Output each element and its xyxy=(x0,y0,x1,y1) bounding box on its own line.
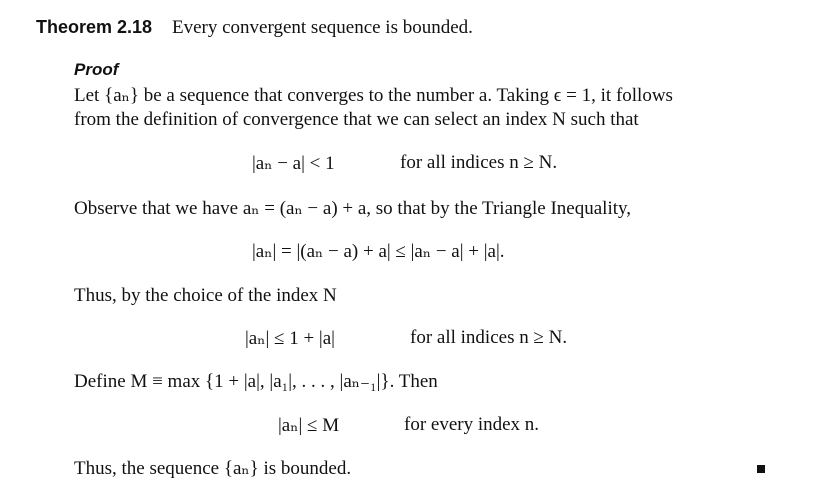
theorem-statement: Every convergent sequence is bounded. xyxy=(172,17,473,38)
proof-para1-line2: from the definition of convergence that we can select an index N such that xyxy=(74,109,639,130)
equation-4-right: for every index n. xyxy=(404,414,540,435)
proof-label: Proof xyxy=(74,60,119,79)
proof-para4: Define M ≡ max {1 + |a|, |a₁|, . . . , |aₙ₋₁|}. Then xyxy=(74,371,438,392)
proof-para2: Observe that we have aₙ = (aₙ − a) + a, so that by the Triangle Inequality, xyxy=(74,198,632,219)
proof-para1-line1: Let {aₙ} be a sequence that converges to the number a. Taking ϵ = 1, it follows xyxy=(74,85,673,106)
equation-3-right: for all indices n ≥ N. xyxy=(410,327,568,348)
theorem-label: Theorem 2.18 xyxy=(36,17,153,37)
equation-1-left: |aₙ − a| < 1 xyxy=(252,153,335,174)
equation-1-right: for all indices n ≥ N. xyxy=(400,152,558,173)
proof-para5: Thus, the sequence {aₙ} is bounded. xyxy=(74,458,352,479)
equation-2: |aₙ| = |(aₙ − a) + a| ≤ |aₙ − a| + |a|. xyxy=(252,241,505,262)
proof-para3: Thus, by the choice of the index N xyxy=(74,285,337,306)
equation-4-left: |aₙ| ≤ M xyxy=(278,415,340,436)
equation-3-left: |aₙ| ≤ 1 + |a| xyxy=(245,328,335,349)
qed-square-icon xyxy=(757,465,765,473)
